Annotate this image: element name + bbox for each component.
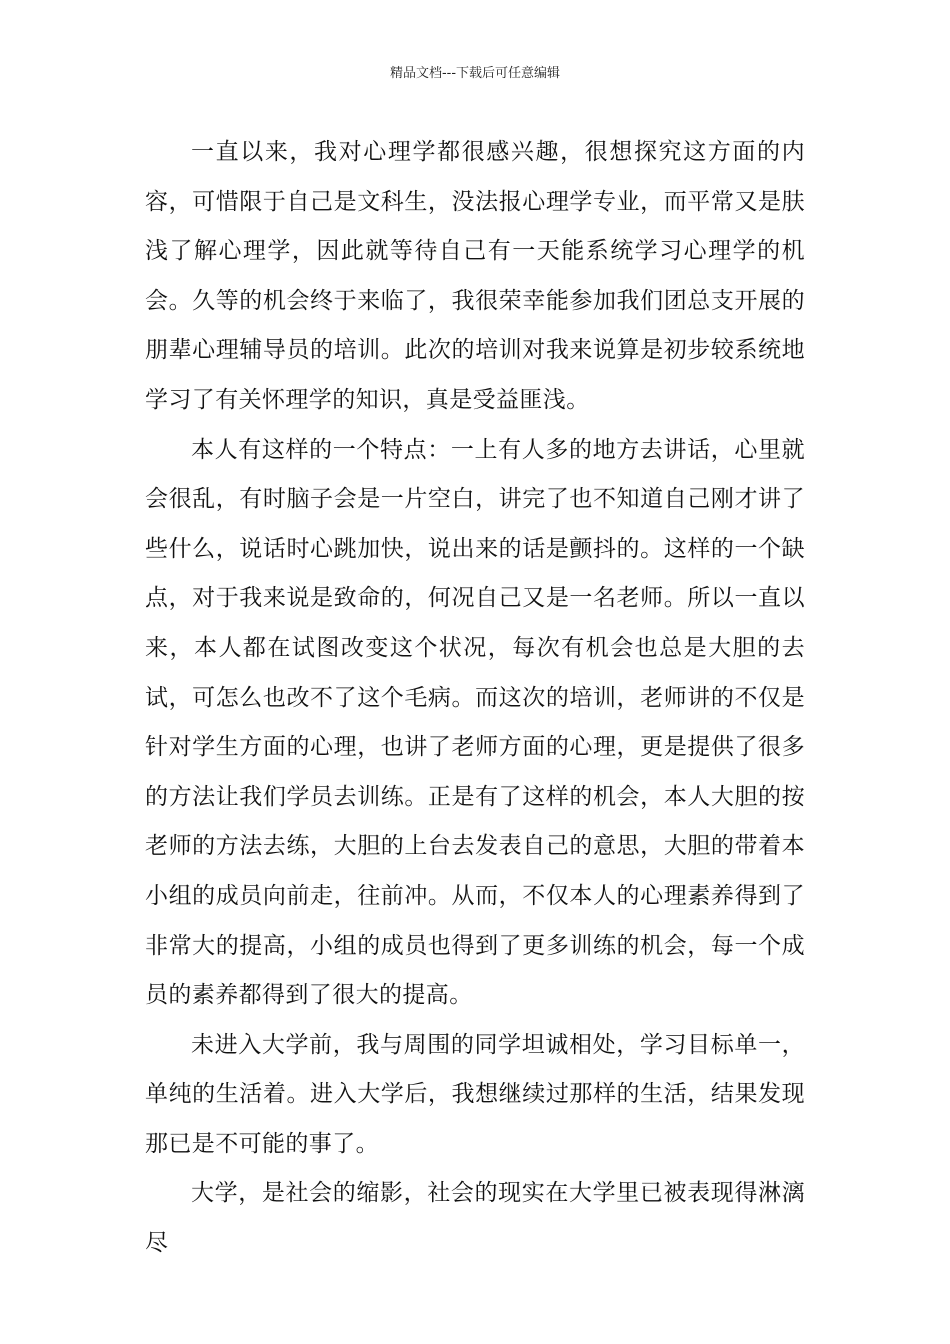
document-body (145, 128, 805, 1269)
page-header: 精品文档---下载后可任意编辑 (389, 66, 561, 81)
paragraph-3: 未进入大学前，我与周围的同学坦诚相处，学习目标单一，单纯的生活着。进入大学后，我想继续过那样的生活，结果发现那已是不可能的事了。 (145, 1031, 805, 1157)
paragraph-4: 大学，是社会的缩影，社会的现实在大学里已被表现得淋漓尽 (145, 1180, 805, 1257)
paragraph-1: 一直以来，我对心理学都很感兴趣，很想探究这方面的内容，可惜限于自己是文科生，没法报心理学专业，而平常又是肤浅了解心理学，因此就等待自己有一天能系统学习心理学的机会。久等的机会终于来临了，我很荣幸能参加我们团总支开展的朋辈心理辅导员的培训。此次的培训对我来说算是初步较系统地学习了有关怀理学的知识，真是受益匪浅。 (145, 139, 805, 413)
paragraph-2: 本人有这样的一个特点：一上有人多的地方去讲话，心里就会很乱，有时脑子会是一片空白，讲完了也不知道自己刚才讲了些什么，说话时心跳加快，说出来的话是颤抖的。这样的一个缺点，对于我来说是致命的，何况自己又是一名老师。所以一直以来，本人都在试图改变这个状况，每次有机会也总是大胆的去试，可怎么也改不了这个毛病。而这次的培训，老师讲的不仅是针对学生方面的心理，也讲了老师方面的心理，更是提供了很多的方法让我们学员去训练。正是有了这样的机会，本人大胆的按老师的方法去练，大胆的上台去发表自己的意思，大胆的带着本小组的成员向前走，往前冲。从而，不仅本人的心理素养得到了非常大的提高，小组的成员也得到了更多训练的机会，每一个成员的素养都得到了很大的提高。 (145, 436, 805, 1009)
